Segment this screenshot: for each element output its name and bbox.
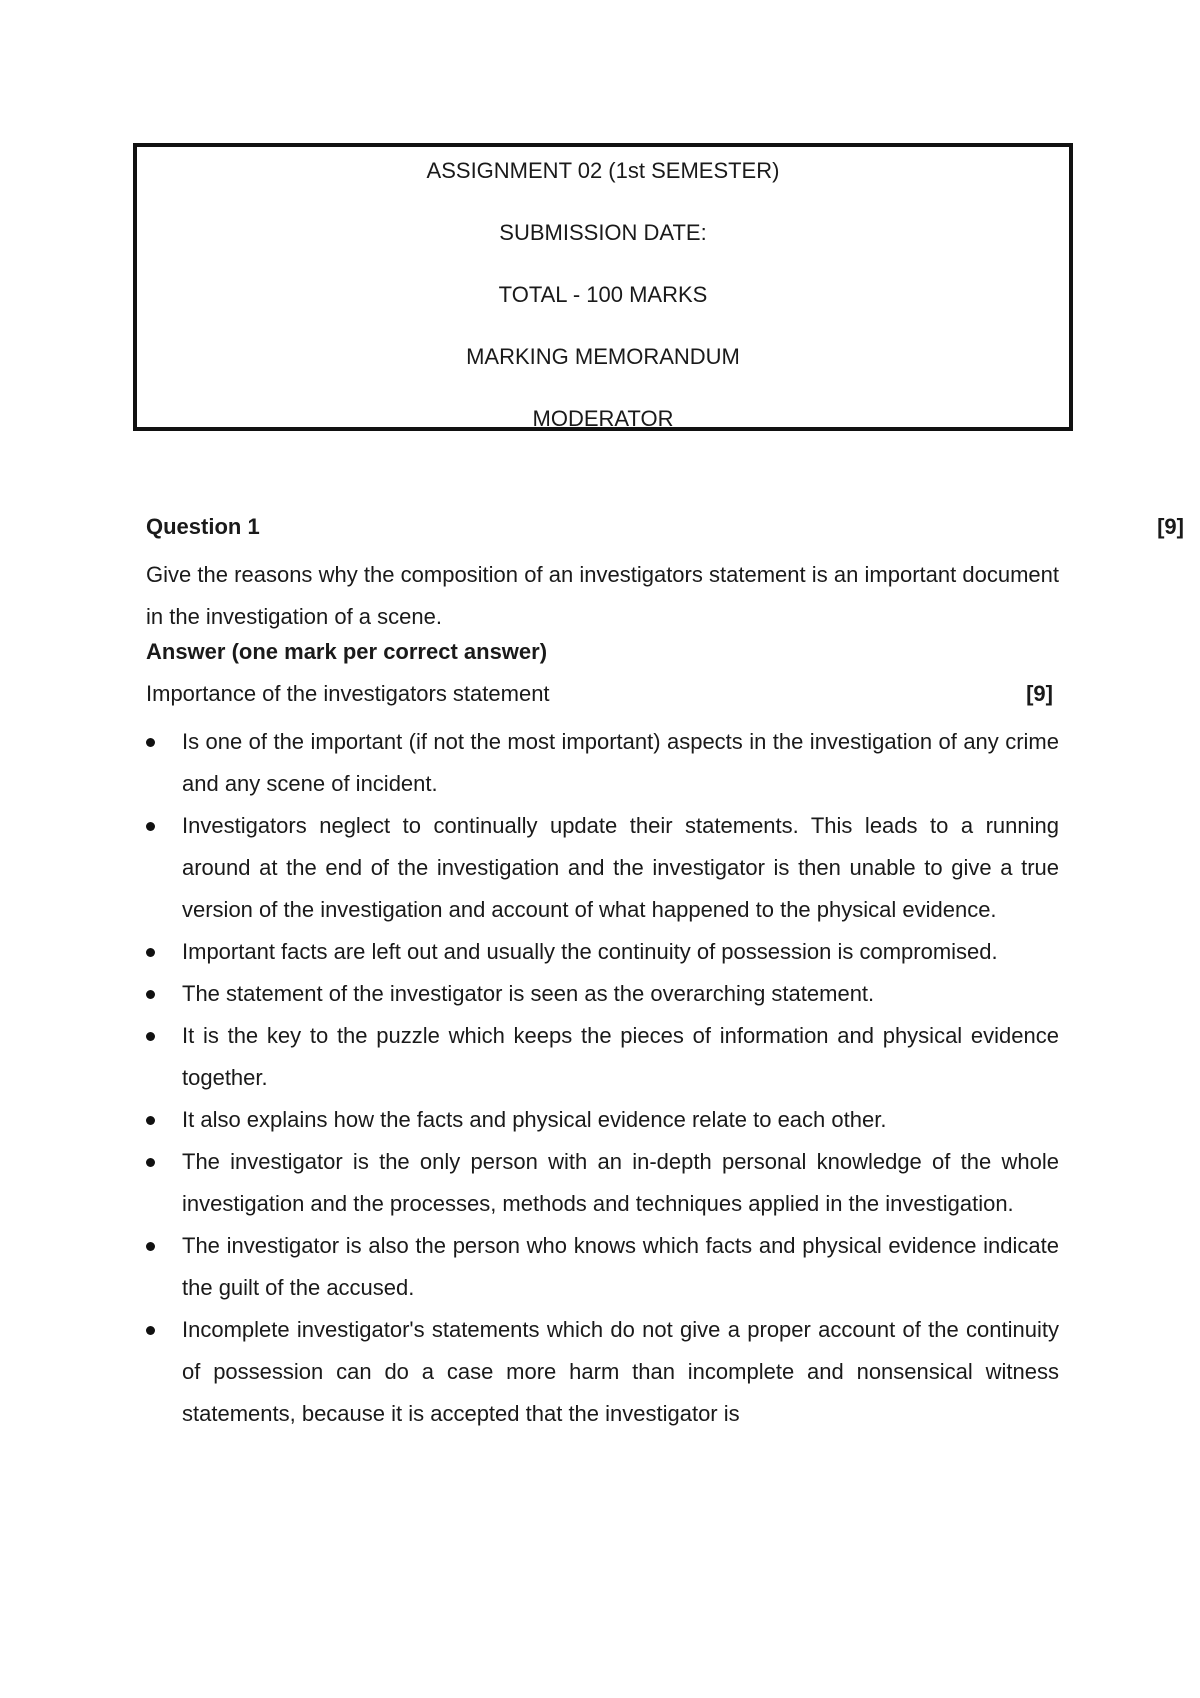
bullet-icon bbox=[146, 1032, 155, 1041]
answer-subheading-marks: [9] bbox=[1026, 681, 1053, 706]
answer-subheading-row bbox=[146, 679, 1053, 709]
total-marks: TOTAL - 100 MARKS bbox=[498, 282, 708, 307]
list-item: The investigator is also the person who knows which facts and physical evidence indicate the guilt of the accused. bbox=[146, 1225, 1059, 1309]
submission-date: SUBMISSION DATE: bbox=[499, 220, 707, 245]
list-item: Is one of the important (if not the most important) aspects in the investigation of any crime and any scene of incident. bbox=[146, 721, 1059, 805]
question-marks: [9] bbox=[1157, 514, 1184, 539]
list-item: It also explains how the facts and physical evidence relate to each other. bbox=[146, 1099, 1059, 1141]
assignment-header-box bbox=[133, 143, 1073, 431]
bullet-icon bbox=[146, 822, 155, 831]
list-item: Incomplete investigator's statements which do not give a proper account of the continuity of possession can do a case more harm than incomplete and nonsensical witness statements, because it is accepted that the investigator is bbox=[146, 1309, 1059, 1435]
list-item: Investigators neglect to continually update their statements. This leads to a running around at the end of the investigation and the investigator is then unable to give a true version of the investigation and account of what happened to the physical evidence. bbox=[146, 805, 1059, 931]
assignment-title: ASSIGNMENT 02 (1st SEMESTER) bbox=[426, 158, 780, 183]
moderator-label: MODERATOR bbox=[532, 406, 674, 431]
question-title: Question 1 bbox=[146, 514, 260, 539]
list-item: The statement of the investigator is seen as the overarching statement. bbox=[146, 973, 1059, 1015]
bullet-icon bbox=[146, 1116, 155, 1125]
marking-memorandum: MARKING MEMORANDUM bbox=[466, 344, 740, 369]
answer-bullet-list bbox=[146, 721, 1059, 1435]
list-item: Important facts are left out and usually the continuity of possession is compromised. bbox=[146, 931, 1059, 973]
bullet-icon bbox=[146, 1242, 155, 1251]
question-prompt: Give the reasons why the composition of an investigators statement is an important document in the investigation of a scene. bbox=[146, 562, 1059, 629]
bullet-icon bbox=[146, 738, 155, 747]
list-item: It is the key to the puzzle which keeps the pieces of information and physical evidence together. bbox=[146, 1015, 1059, 1099]
bullet-icon bbox=[146, 1326, 155, 1335]
bullet-icon bbox=[146, 990, 155, 999]
list-item: The investigator is the only person with an in-depth personal knowledge of the whole investigation and the processes, methods and techniques applied in the investigation. bbox=[146, 1141, 1059, 1225]
bullet-icon bbox=[146, 948, 155, 957]
answer-subheading: Importance of the investigators statement bbox=[146, 681, 550, 706]
question-header bbox=[146, 512, 1184, 542]
answer-heading: Answer (one mark per correct answer) bbox=[146, 639, 548, 664]
bullet-icon bbox=[146, 1158, 155, 1167]
